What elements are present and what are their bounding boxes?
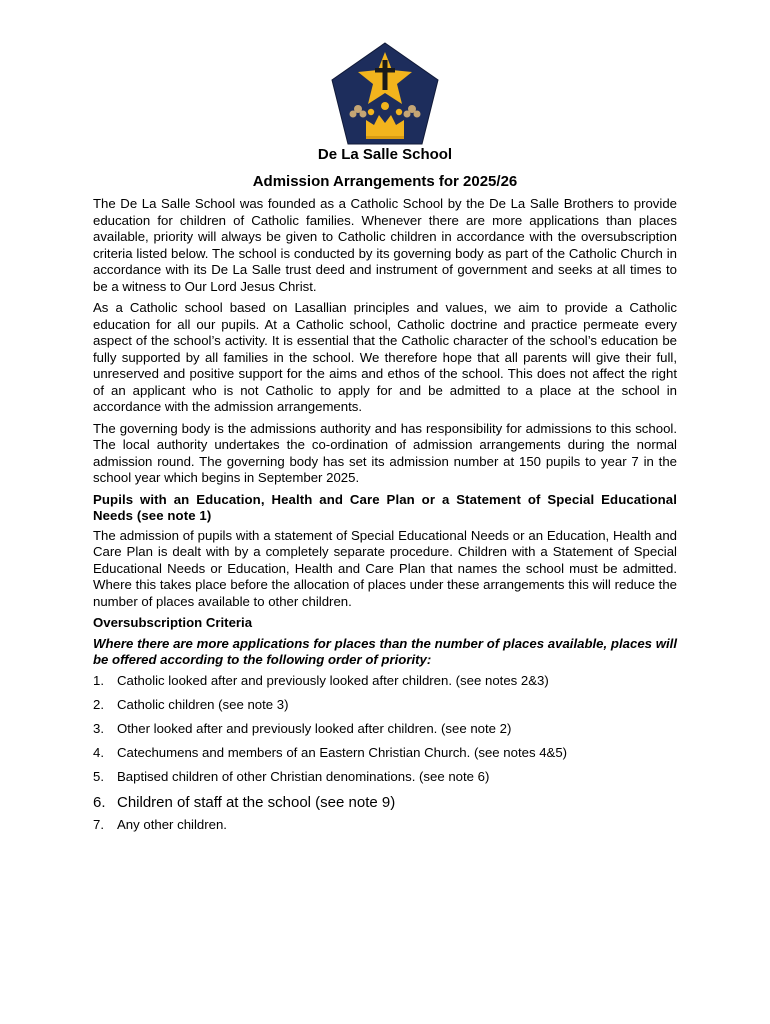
document-body (93, 196, 677, 841)
sen-paragraph: The admission of pupils with a statement of Special Educational Needs or an Education, Health and Care Plan is dealt with by a completely separate procedure. Children with a Statement of Special Educational Needs or Education, Health and Care Plan that names the school must be admitted. Where this takes place before the allocation of places under these arrangements this will reduce the number of places available to other children. (93, 527, 677, 609)
criteria-item: 2. Catholic children (see note 3) (93, 696, 289, 712)
school-crest-icon (330, 42, 440, 146)
criteria-item: 7. Any other children. (93, 816, 227, 832)
criteria-list (93, 673, 677, 834)
criteria-item: 4. Catechumens and members of an Eastern Christian Church. (see notes 4&5) (93, 744, 568, 760)
oversubscription-intro: Where there are more applications for places than the number of places available, places will be offered according to the following order of priority: (93, 635, 677, 667)
intro-paragraph: The De La Salle School was founded as a Catholic School by the De La Salle Brothers to provide education for children of Catholic families. Whenever there are more applications than places available, priority will always be given to Catholic children in accordance with the oversubscription criteria listed below. The school is conducted by its governing body as part of the Catholic Church in accordance with its De La Salle trust deed and instrument of government and seeks at all times to be a witness to Our Lord Jesus Christ. (93, 196, 677, 294)
criteria-item: 1. Catholic looked after and previously looked after children. (see notes 2&3) (93, 672, 549, 688)
school-name: De La Salle School (317, 146, 453, 163)
document-title: Admission Arrangements for 2025/26 (252, 173, 518, 190)
criteria-item: 6. Children of staff at the school (see note 9) (93, 793, 396, 811)
governance-paragraph: The governing body is the admissions authority and has responsibility for admissions to this school. The local authority undertakes the co-ordination of admission arrangements during the normal admission round. The governing body has set its admission number at 150 pupils to year 7 in the school year which begins in September 2025. (93, 420, 677, 485)
criteria-item: 5. Baptised children of other Christian denominations. (see note 6) (93, 768, 490, 784)
oversubscription-heading: Oversubscription Criteria (93, 615, 253, 630)
criteria-item: 3. Other looked after and previously looked after children. (see note 2) (93, 720, 512, 736)
ethos-paragraph: As a Catholic school based on Lasallian principles and values, we aim to provide a Catholic education for all our pupils. At a Catholic school, Catholic doctrine and practice permeate every aspect of the school’s activity. It is essential that the Catholic character of the school’s education be fully supported by all families in the school. We therefore hope that all parents will give their full, unreserved and positive support for the aims and ethos of the school. This does not affect the right of an applicant who is not Catholic to apply for and be admitted to a place at the school in accordance with the admission arrangements. (93, 300, 677, 414)
sen-heading: Pupils with an Education, Health and Care Plan or a Statement of Special Educational Needs (see note 1) (93, 491, 677, 523)
